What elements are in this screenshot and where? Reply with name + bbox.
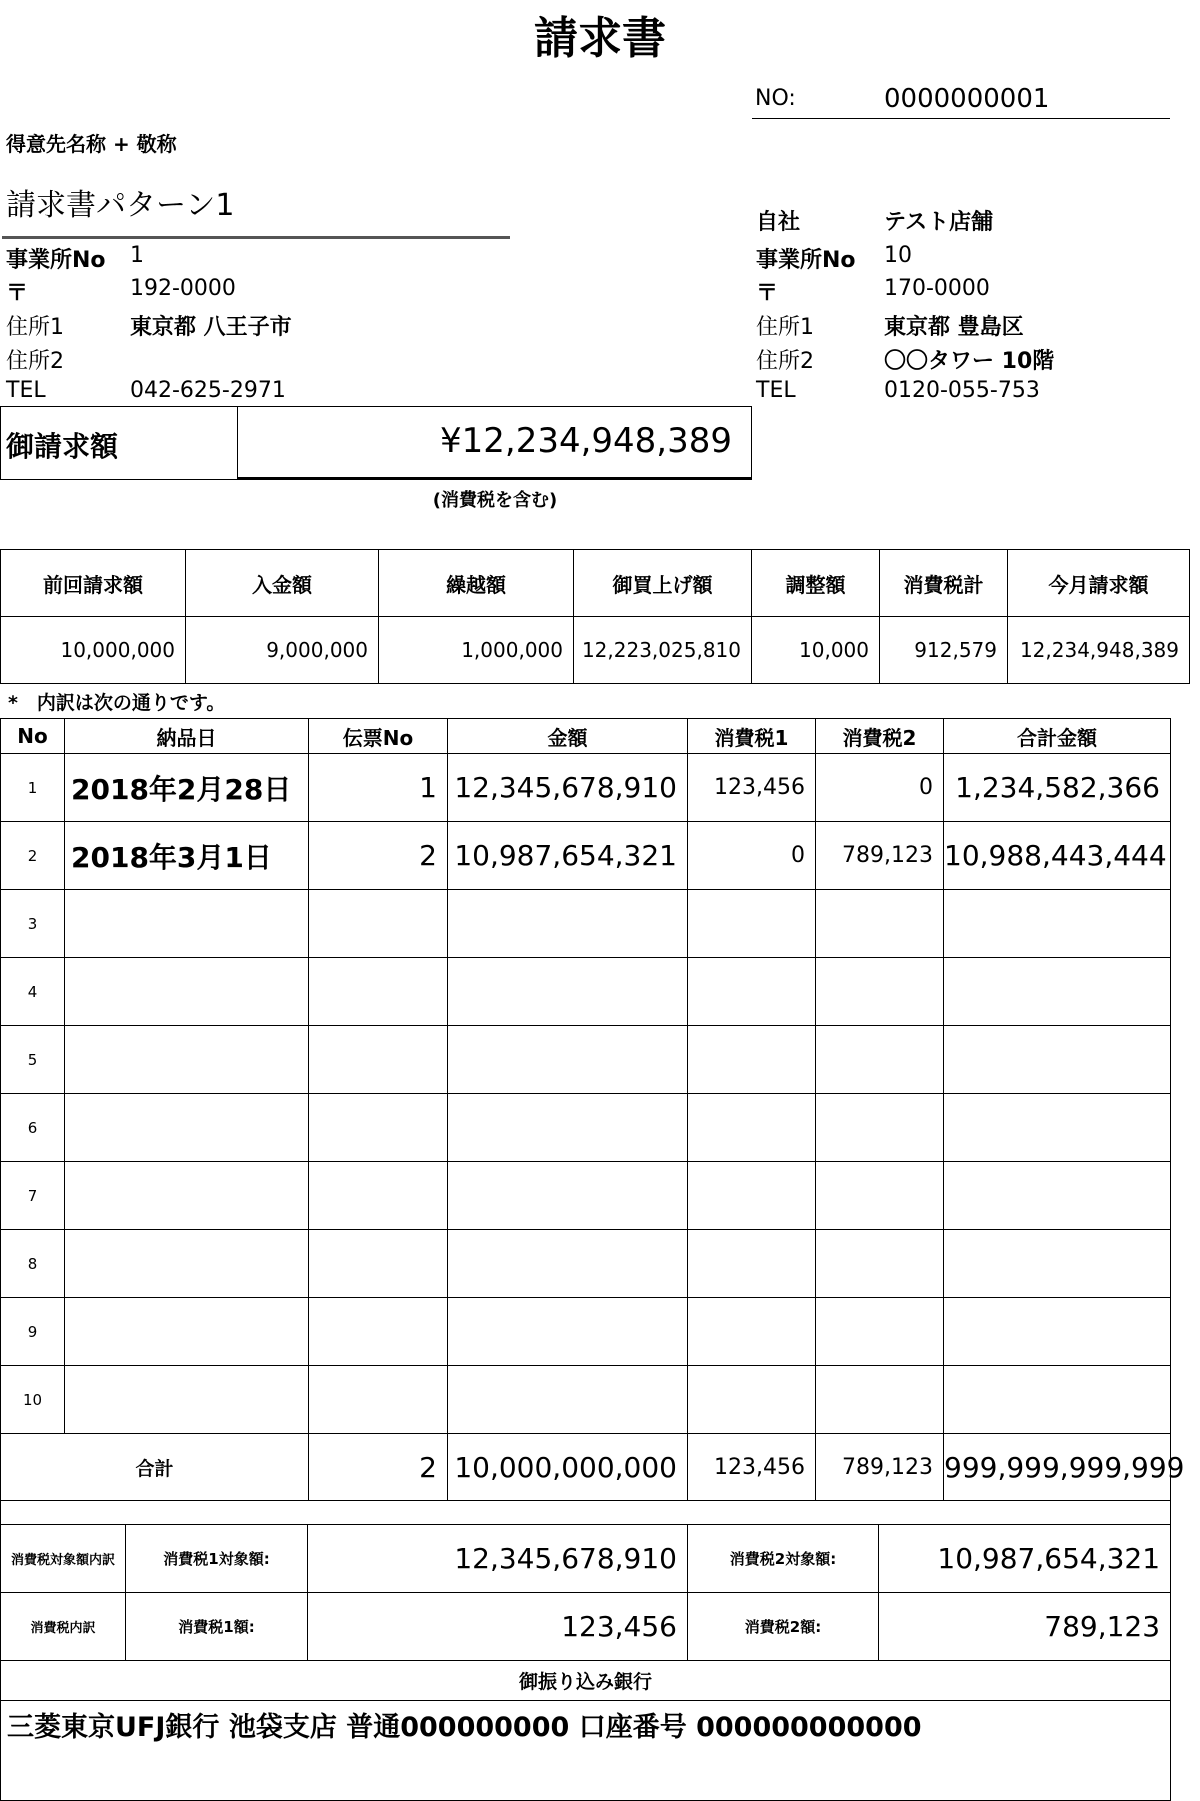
detail-cell-amount: 12,345,678,910 — [448, 754, 688, 822]
invoice-no-label: NO: — [755, 86, 796, 111]
summary-header: 入金額 — [186, 550, 379, 617]
detail-cell-slip: 1 — [309, 754, 448, 822]
detail-cell-amount — [448, 1366, 688, 1434]
detail-cell-tax2 — [816, 1094, 944, 1162]
summary-value: 12,223,025,810 — [574, 617, 752, 684]
detail-cell-date — [65, 890, 309, 958]
detail-total-slip: 2 — [309, 1434, 448, 1501]
customer-office: 1 — [130, 243, 144, 268]
detail-header: 納品日 — [65, 719, 309, 754]
summary-value: 10,000,000 — [1, 617, 186, 684]
detail-cell-no: 4 — [1, 958, 65, 1026]
detail-total-tax2: 789,123 — [816, 1434, 944, 1501]
detail-cell-amount — [448, 1026, 688, 1094]
detail-cell-date — [65, 958, 309, 1026]
tax-target-label: 消費税対象額内訳 — [1, 1525, 126, 1593]
detail-row — [1, 1366, 1171, 1434]
detail-cell-date — [65, 1026, 309, 1094]
summary-value: 912,579 — [880, 617, 1008, 684]
detail-cell-no: 6 — [1, 1094, 65, 1162]
summary-value: 12,234,948,389 — [1008, 617, 1190, 684]
detail-total-label: 合計 — [1, 1434, 309, 1501]
summary-header: 繰越額 — [379, 550, 574, 617]
detail-cell-tax2 — [816, 958, 944, 1026]
company-zip-label: 〒 — [756, 281, 779, 306]
tax2-target-label: 消費税2対象額: — [688, 1525, 879, 1593]
detail-cell-tax2 — [816, 890, 944, 958]
customer-name: 請求書パターン1 — [6, 188, 235, 223]
detail-header: 消費税2 — [816, 719, 944, 754]
summary-table — [0, 549, 1190, 684]
company-tel: 0120-055-753 — [884, 378, 1040, 403]
summary-header: 前回請求額 — [1, 550, 186, 617]
tax-spacer-row — [1, 1501, 1171, 1525]
detail-cell-no: 5 — [1, 1026, 65, 1094]
detail-cell-date: 2018年3月1日 — [65, 822, 309, 890]
detail-cell-no: 9 — [1, 1298, 65, 1366]
tax1-amount-label: 消費税1額: — [126, 1593, 308, 1661]
detail-cell-total: 10,988,443,444 — [944, 822, 1171, 890]
detail-cell-no: 1 — [1, 754, 65, 822]
detail-cell-tax2 — [816, 1230, 944, 1298]
detail-cell-date — [65, 1094, 309, 1162]
customer-addr1: 東京都 八王子市 — [130, 315, 292, 340]
company-addr1: 東京都 豊島区 — [884, 315, 1024, 340]
detail-cell-tax2 — [816, 1366, 944, 1434]
bank-header-row — [1, 1661, 1171, 1701]
tax2-target-value: 10,987,654,321 — [879, 1525, 1171, 1593]
detail-cell-tax1: 0 — [688, 822, 816, 890]
detail-total-tax1: 123,456 — [688, 1434, 816, 1501]
summary-value: 1,000,000 — [379, 617, 574, 684]
detail-cell-amount — [448, 890, 688, 958]
detail-cell-amount — [448, 1162, 688, 1230]
detail-header-row — [1, 719, 1171, 754]
detail-cell-no: 10 — [1, 1366, 65, 1434]
billing-note: (消費税を含む) — [432, 490, 558, 511]
detail-total-total: 999,999,999,999 — [944, 1434, 1171, 1501]
detail-cell-tax1: 123,456 — [688, 754, 816, 822]
detail-cell-date — [65, 1162, 309, 1230]
company-name-label: 自社 — [756, 210, 801, 235]
invoice-no-value: 0000000001 — [884, 84, 1050, 114]
detail-row — [1, 890, 1171, 958]
tax2-amount-value: 789,123 — [879, 1593, 1171, 1661]
detail-cell-no: 2 — [1, 822, 65, 890]
customer-zip-label: 〒 — [6, 281, 29, 306]
detail-cell-slip — [309, 890, 448, 958]
detail-cell-date — [65, 1366, 309, 1434]
tax1-amount-value: 123,456 — [308, 1593, 688, 1661]
summary-value: 10,000 — [752, 617, 880, 684]
detail-cell-tax1 — [688, 958, 816, 1026]
detail-cell-slip — [309, 1366, 448, 1434]
detail-cell-slip: 2 — [309, 822, 448, 890]
tax-target-row — [1, 1525, 1171, 1593]
detail-row — [1, 1162, 1171, 1230]
detail-cell-tax2: 789,123 — [816, 822, 944, 890]
detail-cell-tax2 — [816, 1026, 944, 1094]
detail-cell-total — [944, 1366, 1171, 1434]
detail-cell-date — [65, 1298, 309, 1366]
detail-row — [1, 1094, 1171, 1162]
detail-cell-tax1 — [688, 890, 816, 958]
detail-cell-total — [944, 890, 1171, 958]
bank-details: 三菱東京UFJ銀行 池袋支店 普通000000000 口座番号 000000000000 — [1, 1701, 1171, 1801]
detail-cell-no: 7 — [1, 1162, 65, 1230]
detail-row — [1, 1230, 1171, 1298]
customer-office-label: 事業所No — [6, 248, 106, 273]
detail-row — [1, 958, 1171, 1026]
summary-header-row — [1, 550, 1190, 617]
tax1-target-value: 12,345,678,910 — [308, 1525, 688, 1593]
summary-header: 調整額 — [752, 550, 880, 617]
company-addr2: 〇〇タワー 10階 — [884, 349, 1055, 374]
tax-breakdown-label: 消費税内訳 — [1, 1593, 126, 1661]
detail-cell-date — [65, 1230, 309, 1298]
detail-cell-total — [944, 1162, 1171, 1230]
bank-label: 御振り込み銀行 — [1, 1661, 1171, 1701]
detail-cell-slip — [309, 958, 448, 1026]
detail-cell-amount: 10,987,654,321 — [448, 822, 688, 890]
detail-cell-tax2 — [816, 1162, 944, 1230]
customer-name-underline — [2, 236, 510, 239]
detail-cell-tax1 — [688, 1162, 816, 1230]
detail-cell-total — [944, 1026, 1171, 1094]
detail-cell-amount — [448, 1298, 688, 1366]
summary-header: 消費税計 — [880, 550, 1008, 617]
detail-row — [1, 1298, 1171, 1366]
customer-tel: 042-625-2971 — [130, 378, 286, 403]
document-title: 請求書 — [534, 13, 666, 64]
customer-tel-label: TEL — [6, 378, 46, 403]
detail-table — [0, 718, 1185, 1501]
tax-breakdown-table — [0, 1500, 1171, 1801]
detail-cell-amount — [448, 1094, 688, 1162]
detail-header: No — [1, 719, 65, 754]
detail-cell-no: 3 — [1, 890, 65, 958]
tax1-target-label: 消費税1対象額: — [126, 1525, 308, 1593]
detail-cell-date: 2018年2月28日 — [65, 754, 309, 822]
company-office: 10 — [884, 243, 912, 268]
company-tel-label: TEL — [756, 378, 796, 403]
detail-cell-amount — [448, 958, 688, 1026]
invoice-no-underline — [752, 118, 1170, 119]
detail-cell-no: 8 — [1, 1230, 65, 1298]
tax-spacer-cell — [1, 1501, 1171, 1525]
company-addr1-label: 住所1 — [756, 315, 814, 340]
bank-details-row — [1, 1701, 1171, 1801]
detail-cell-total — [944, 1094, 1171, 1162]
detail-cell-tax1 — [688, 1366, 816, 1434]
summary-value-row — [1, 617, 1190, 684]
summary-header: 今月請求額 — [1008, 550, 1190, 617]
customer-name-label: 得意先名称 + 敬称 — [6, 132, 177, 156]
detail-cell-amount — [448, 1230, 688, 1298]
detail-cell-tax1 — [688, 1230, 816, 1298]
detail-header: 消費税1 — [688, 719, 816, 754]
detail-header: 伝票No — [309, 719, 448, 754]
company-zip: 170-0000 — [884, 276, 990, 301]
company-addr2-label: 住所2 — [756, 349, 814, 374]
detail-cell-total: 1,234,582,366 — [944, 754, 1171, 822]
detail-cell-slip — [309, 1298, 448, 1366]
customer-addr2-label: 住所2 — [6, 349, 64, 374]
detail-total-row — [1, 1434, 1171, 1501]
tax2-amount-label: 消費税2額: — [688, 1593, 879, 1661]
detail-cell-slip — [309, 1026, 448, 1094]
detail-cell-tax1 — [688, 1094, 816, 1162]
company-office-label: 事業所No — [756, 248, 856, 273]
customer-addr1-label: 住所1 — [6, 315, 64, 340]
detail-header: 合計金額 — [944, 719, 1171, 754]
detail-total-amount: 10,000,000,000 — [448, 1434, 688, 1501]
summary-value: 9,000,000 — [186, 617, 379, 684]
detail-cell-total — [944, 958, 1171, 1026]
customer-zip: 192-0000 — [130, 276, 236, 301]
detail-cell-tax1 — [688, 1298, 816, 1366]
detail-cell-total — [944, 1298, 1171, 1366]
summary-header: 御買上げ額 — [574, 550, 752, 617]
tax-amount-row — [1, 1593, 1171, 1661]
billing-label: 御請求額 — [6, 430, 119, 463]
detail-row — [1, 822, 1171, 890]
detail-cell-total — [944, 1230, 1171, 1298]
detail-cell-slip — [309, 1162, 448, 1230]
company-name: テスト店舗 — [884, 210, 994, 235]
detail-cell-tax2 — [816, 1298, 944, 1366]
billing-amount: ¥12,234,948,389 — [439, 421, 732, 461]
detail-header: 金額 — [448, 719, 688, 754]
detail-cell-slip — [309, 1094, 448, 1162]
detail-row — [1, 1026, 1171, 1094]
detail-cell-tax2: 0 — [816, 754, 944, 822]
detail-row — [1, 754, 1171, 822]
detail-cell-tax1 — [688, 1026, 816, 1094]
breakdown-note: * 内訳は次の通りです。 — [8, 692, 226, 714]
detail-cell-slip — [309, 1230, 448, 1298]
